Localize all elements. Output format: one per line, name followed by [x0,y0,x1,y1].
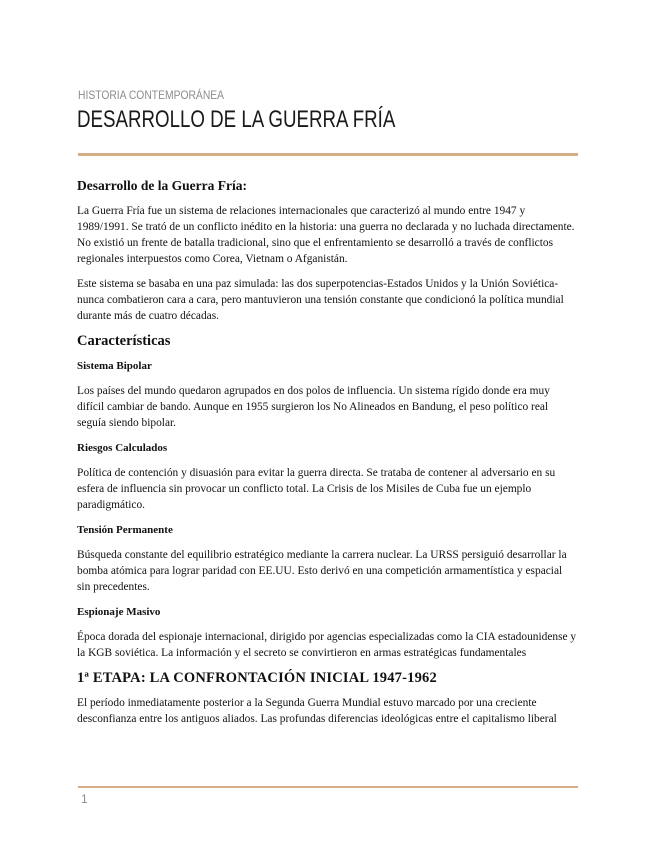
characteristics-heading: Características [77,333,171,349]
characteristic-text-bipolar: Los países del mundo quedaron agrupados en dos polos de influencia. Un sistema rígido donde era muy difícil cambiar de bando. Aunque en 1955 surgieron los No Alineados en Bandung, el peso político real seguía siendo bipolar. [77,385,550,429]
characteristic-text-riesgos: Política de contención y disuasión para evitar la guerra directa. Se trataba de contener al adversario en su esfera de influencia sin provocar un conflicto total. La Crisis de los Misiles de Cuba fue un ejemplo paradigmático. [77,467,556,511]
characteristic-title-tension: Tensión Permanente [77,524,173,536]
intro-paragraph-1: La Guerra Fría fue un sistema de relaciones internacionales que caracterizó al mundo entre 1947 y 1989/1991. Se trató de un conflicto inédito en la historia: una guerra no declarada y no luchada directamente. No existió un frente de batalla tradicional, sino que el enfrentamiento se desarrolló a través de conflictos regionales interpuestos como Corea, Vietnam o Afganistán. [77,205,575,265]
characteristic-title-riesgos: Riesgos Calculados [77,442,168,454]
stage-paragraph: El período inmediatamente posterior a la Segunda Guerra Mundial estuvo marcado por una creciente desconfianza entre los antiguos aliados. Las profundas diferencias ideológicas entre el capitalismo liberal [77,697,557,725]
section-heading: Desarrollo de la Guerra Fría: [77,178,247,193]
document-body [77,178,577,736]
footer-divider [78,786,578,788]
page-title: DESARROLLO DE LA GUERRA FRÍA [77,106,396,133]
characteristic-title-bipolar: Sistema Bipolar [77,360,152,372]
characteristic-title-espionaje: Espionaje Masivo [77,606,161,618]
section-kicker: HISTORIA CONTEMPORÁNEA [78,88,225,102]
page-number: 1 [81,792,88,806]
characteristic-text-tension: Búsqueda constante del equilibrio estratégico mediante la carrera nuclear. La URSS persiguió desarrollar la bomba atómica para lograr paridad con EE.UU. Esto derivó en una competición armamentística y espacial sin precedentes. [77,549,567,593]
intro-paragraph-2: Este sistema se basaba en una paz simulada: las dos superpotencias-Estados Unidos y la Unión Soviética-nunca combatieron cara a cara, pero mantuvieron una tensión constante que condicionó la política mundial durante más de cuatro décadas. [77,278,564,322]
characteristic-text-espionaje: Época dorada del espionaje internacional, dirigido por agencias especializadas como la CIA estadounidense y la KGB soviética. La información y el secreto se convirtieron en armas estratégicas fundamentales [77,631,577,659]
header-divider [78,153,578,156]
stage-heading: 1ª ETAPA: LA CONFRONTACIÓN INICIAL 1947-1962 [77,670,437,686]
